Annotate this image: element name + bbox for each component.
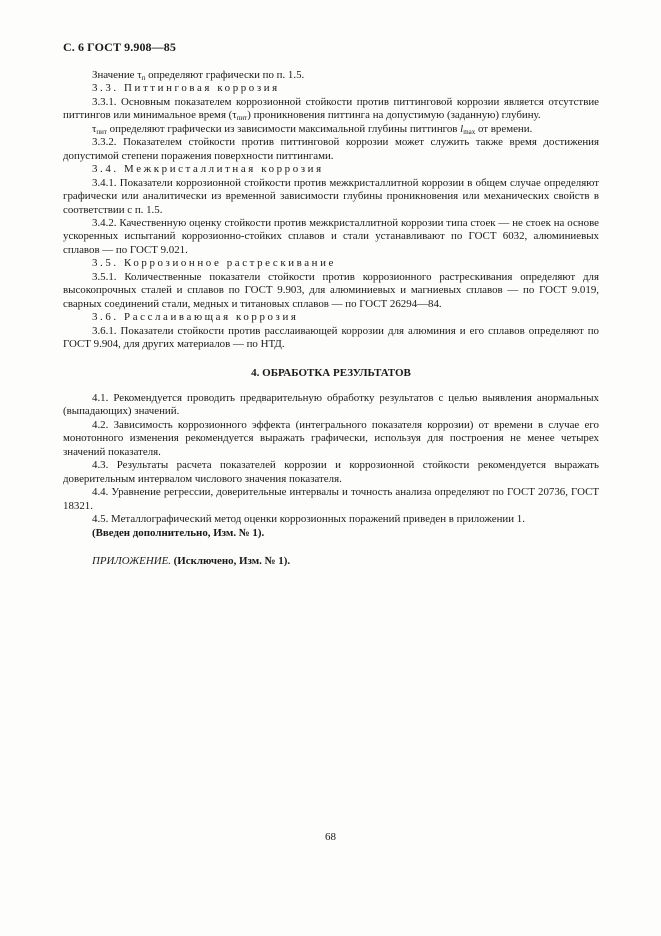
text-fragment: Значение τ [92, 69, 142, 81]
text-fragment: 3.3.1. Основным показателем коррозионной стойкости против питтинговой коррозии является отсутствие питтингов или минимальное время (τ [63, 95, 599, 122]
paragraph-3-5-1: 3.5.1. Количественные показатели стойкости против коррозионного растрескивания определяют для высокопрочных сталей и сплавов по ГОСТ 9.903, для алюминиевых и магниевых сплавов — по ГОСТ 9.019, сварных соединений стали, медных и титановых сплавов — по ГОСТ 26294—84. [63, 270, 599, 310]
text-fragment: от времени. [475, 122, 533, 135]
text-fragment: определяют графически из зависимости максимальной глубины питтингов [106, 122, 461, 135]
appendix-label: ПРИЛОЖЕНИЕ. [92, 554, 171, 567]
subscript: пит [96, 127, 107, 136]
section-3-5-title: 3.5. Коррозионное растрескивание [92, 257, 336, 270]
section-3-6-title: 3.6. Расслаивающая коррозия [92, 311, 299, 324]
paragraph-3-3-1-cont [63, 123, 599, 136]
running-head: С. 6 ГОСТ 9.908—85 [63, 40, 176, 54]
document-body [63, 69, 599, 568]
section-3-4-title: 3.4. Межкристаллитная коррозия [92, 163, 324, 176]
paragraph-3-6-1: 3.6.1. Показатели стойкости против расслаивающей коррозии для алюминия и его сплавов определяют по ГОСТ 9.904, для других материалов — по НТД. [63, 324, 599, 351]
paragraph-4-3: 4.3. Результаты расчета показателей коррозии и коррозионной стойкости рекомендуется выражать доверительным интервалом числового значения показателя. [63, 459, 599, 485]
paragraph-4-4: 4.4. Уравнение регрессии, доверительные интервалы и точность анализа определяют по ГОСТ 20736, ГОСТ 18321. [63, 486, 599, 512]
paragraph-tau-note [63, 69, 599, 82]
paragraph-4-2: 4.2. Зависимость коррозионного эффекта (интегрального показателя коррозии) от времени в случае его монотонного изменения рекомендуется выражать графически, используя для построения не менее четырех значений показателя. [63, 418, 599, 458]
subscript: пит [236, 114, 248, 123]
paragraph-4-1: 4.1. Рекомендуется проводить предварительную обработку результатов с целью выявления анормальных (выпадающих) значений. [63, 391, 599, 418]
paragraph-3-4-2: 3.4.2. Качественную оценку стойкости против межкристаллитной коррозии типа стоек — не стоек на основе ускоренных испытаний коррозионно-стойких сплавов и стали устанавливают по ГОСТ 6032, алюминиевых сплавов — по ГОСТ 9.021. [63, 216, 599, 256]
appendix-status: (Исключено, Изм. № 1). [170, 554, 291, 567]
paragraph-3-4-1: 3.4.1. Показатели коррозионной стойкости против межкристаллитной коррозии в общем случае определяют графически или аналитически из временной зависимости глубины проникновения или механических свойств в соответствии с п. 1.5. [63, 176, 599, 216]
symbol-l: l [460, 122, 464, 135]
text-fragment: определяют графически по п. 1.5. [145, 69, 305, 81]
subscript: п [141, 74, 146, 82]
section-4-heading: 4. ОБРАБОТКА РЕЗУЛЬТАТОВ [251, 366, 411, 379]
section-3-3-title: 3.3. Питтинговая коррозия [92, 82, 280, 95]
appendix-note [63, 555, 599, 568]
paragraph-4-5: 4.5. Металлографический метод оценки коррозионных поражений приведен в приложении 1. [92, 513, 525, 526]
amendment-note: (Введен дополнительно, Изм. № 1). [92, 526, 265, 539]
paragraph-3-3-1 [63, 96, 599, 123]
page-number: 68 [325, 831, 336, 843]
text-fragment: ) проникновения питтинга на допустимую (заданную) глубину. [247, 109, 541, 122]
text-fragment: τ [92, 122, 97, 135]
subscript: max [463, 127, 476, 136]
paragraph-3-3-2: 3.3.2. Показателем стойкости против питтинговой коррозии может служить также время достижения допустимой степени поражения поверхности питтингами. [63, 136, 599, 162]
